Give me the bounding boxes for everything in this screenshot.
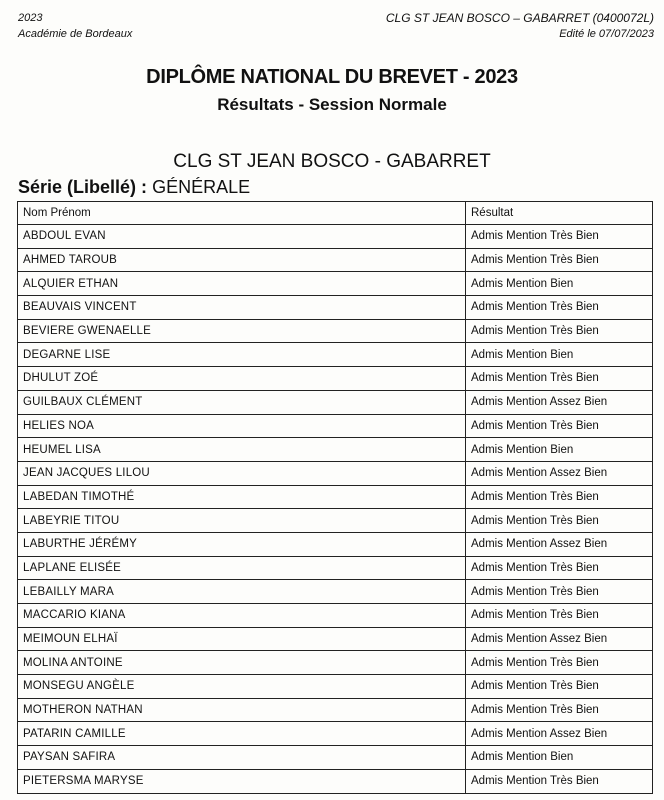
student-name: ALQUIER ETHAN — [18, 272, 466, 296]
header-school-code: CLG ST JEAN BOSCO – GABARRET (0400072L) — [385, 11, 654, 25]
header-edit-date: Edité le 07/07/2023 — [559, 28, 654, 40]
student-result: Admis Mention Assez Bien — [466, 390, 653, 414]
serie-value: GÉNÉRALE — [152, 177, 251, 197]
serie-label: Série (Libellé) : — [18, 177, 148, 197]
table-row — [18, 343, 653, 367]
school-name: CLG ST JEAN BOSCO - GABARRET — [173, 151, 491, 172]
column-header-name: Nom Prénom — [18, 202, 466, 225]
student-result: Admis Mention Assez Bien — [466, 722, 653, 746]
student-name: LABEDAN TIMOTHÉ — [18, 485, 466, 509]
table-row — [18, 367, 653, 391]
student-result: Admis Mention Très Bien — [466, 296, 653, 320]
student-name: ABDOUL EVAN — [18, 225, 466, 249]
student-result: Admis Mention Très Bien — [466, 225, 653, 249]
table-row — [18, 698, 653, 722]
header-right — [386, 10, 654, 42]
table-row — [18, 390, 653, 414]
student-result: Admis Mention Très Bien — [466, 580, 653, 604]
table-row — [18, 319, 653, 343]
header-academy: Académie de Bordeaux — [18, 28, 133, 40]
student-result: Admis Mention Très Bien — [466, 367, 653, 391]
column-header-result: Résultat — [466, 202, 653, 225]
student-name: MACCARIO KIANA — [18, 604, 466, 628]
student-result: Admis Mention Très Bien — [466, 509, 653, 533]
table-row — [18, 746, 653, 770]
student-result: Admis Mention Assez Bien — [466, 627, 653, 651]
student-result: Admis Mention Assez Bien — [466, 461, 653, 485]
student-result: Admis Mention Très Bien — [466, 769, 653, 793]
student-name: AHMED TAROUB — [18, 248, 466, 272]
student-name: DHULUT ZOÉ — [18, 367, 466, 391]
table-row — [18, 485, 653, 509]
table-row — [18, 414, 653, 438]
student-result: Admis Mention Bien — [466, 746, 653, 770]
student-result: Admis Mention Très Bien — [466, 319, 653, 343]
student-name: LABEYRIE TITOU — [18, 509, 466, 533]
table-row — [18, 296, 653, 320]
student-name: HELIES NOA — [18, 414, 466, 438]
student-result: Admis Mention Bien — [466, 343, 653, 367]
table-row — [18, 532, 653, 556]
table-row — [18, 769, 653, 793]
student-result: Admis Mention Très Bien — [466, 698, 653, 722]
student-result: Admis Mention Très Bien — [466, 556, 653, 580]
header-left — [18, 10, 132, 42]
table-row — [18, 580, 653, 604]
results-table — [17, 201, 653, 794]
student-result: Admis Mention Très Bien — [466, 675, 653, 699]
student-name: MOLINA ANTOINE — [18, 651, 466, 675]
student-name: LAPLANE ELISÉE — [18, 556, 466, 580]
student-name: GUILBAUX CLÉMENT — [18, 390, 466, 414]
student-result: Admis Mention Assez Bien — [466, 532, 653, 556]
table-header-row — [18, 202, 653, 225]
student-name: MOTHERON NATHAN — [18, 698, 466, 722]
table-row — [18, 461, 653, 485]
table-row — [18, 651, 653, 675]
student-name: BEAUVAIS VINCENT — [18, 296, 466, 320]
table-row — [18, 272, 653, 296]
student-name: PATARIN CAMILLE — [18, 722, 466, 746]
table-row — [18, 556, 653, 580]
student-result: Admis Mention Bien — [466, 272, 653, 296]
student-name: PAYSAN SAFIRA — [18, 746, 466, 770]
student-name: DEGARNE LISE — [18, 343, 466, 367]
student-name: BEVIERE GWENAELLE — [18, 319, 466, 343]
student-result: Admis Mention Très Bien — [466, 248, 653, 272]
serie-line — [18, 177, 250, 198]
student-name: MONSEGU ANGÈLE — [18, 675, 466, 699]
student-result: Admis Mention Très Bien — [466, 604, 653, 628]
student-name: LABURTHE JÉRÉMY — [18, 532, 466, 556]
header-year: 2023 — [18, 12, 43, 24]
table-row — [18, 627, 653, 651]
table-row — [18, 225, 653, 249]
student-name: JEAN JACQUES LILOU — [18, 461, 466, 485]
table-row — [18, 438, 653, 462]
student-result: Admis Mention Très Bien — [466, 651, 653, 675]
table-row — [18, 248, 653, 272]
student-result: Admis Mention Bien — [466, 438, 653, 462]
student-name: PIETERSMA MARYSE — [18, 769, 466, 793]
table-row — [18, 722, 653, 746]
student-result: Admis Mention Très Bien — [466, 414, 653, 438]
page-subtitle: Résultats - Session Normale — [217, 95, 447, 114]
student-name: LEBAILLY MARA — [18, 580, 466, 604]
table-row — [18, 675, 653, 699]
table-row — [18, 509, 653, 533]
student-name: HEUMEL LISA — [18, 438, 466, 462]
table-row — [18, 604, 653, 628]
student-name: MEIMOUN ELHAÏ — [18, 627, 466, 651]
student-result: Admis Mention Très Bien — [466, 485, 653, 509]
page-title: DIPLÔME NATIONAL DU BREVET - 2023 — [146, 66, 518, 88]
